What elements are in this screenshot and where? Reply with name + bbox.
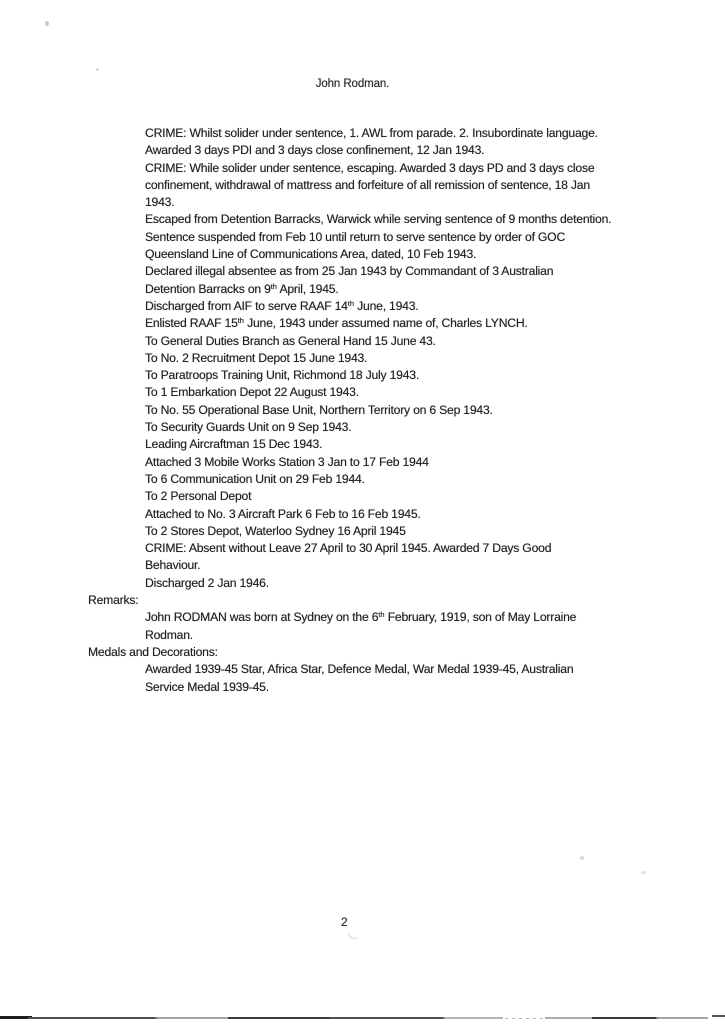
record-line: To 6 Communication Unit on 29 Feb 1944. — [145, 471, 365, 486]
record-line: Awarded 1939-45 Star, Africa Star, Defence Medal, War Medal 1939-45, Australian — [145, 662, 574, 677]
record-line: Awarded 3 days PDI and 3 days close confinement, 12 Jan 1943. — [145, 143, 485, 158]
scan-speck — [45, 21, 49, 26]
scan-edge-line — [592, 1017, 658, 1019]
scan-edge-line — [330, 1017, 445, 1019]
scan-edge-line — [545, 1017, 593, 1019]
record-line: CRIME: While solider under sentence, escaping. Awarded 3 days PD and 3 days close — [145, 160, 595, 175]
record-line: To 1 Embarkation Depot 22 August 1943. — [145, 385, 359, 400]
scan-edge-line — [155, 1017, 233, 1019]
record-line: Attached 3 Mobile Works Station 3 Jan to 17 Feb 1944 — [145, 454, 429, 469]
record-line: Service Medal 1939-45. — [145, 679, 269, 694]
record-line: 1943. — [145, 195, 175, 210]
page-header-name: John Rodman. — [315, 78, 390, 90]
scan-edge-line — [712, 1015, 725, 1017]
record-line: CRIME: Absent without Leave 27 April to 30 April 1945. Awarded 7 Days Good — [145, 541, 552, 556]
record-line: CRIME: Whilst solider under sentence, 1. AWL from parade. 2. Insubordinate language. — [145, 126, 598, 140]
record-line: Sentence suspended from Feb 10 until return to serve sentence by order of GOC — [145, 229, 566, 244]
record-line: Behaviour. — [145, 558, 201, 573]
record-line: confinement, withdrawal of mattress and forfeiture of all remission of sentence, 18 Jan — [145, 177, 590, 192]
scan-edge-line — [443, 1017, 503, 1019]
record-line: Queensland Line of Communications Area, dated, 10 Feb 1943. — [145, 247, 477, 262]
record-line: Rodman. — [145, 627, 193, 642]
scan-edge-line — [228, 1017, 333, 1019]
record-line: To Security Guards Unit on 9 Sep 1943. — [145, 420, 352, 435]
record-line: To No. 55 Operational Base Unit, Northern Territory on 6 Sep 1943. — [145, 402, 493, 417]
record-line: John RODMAN was born at Sydney on the 6th February, 1919, son of May Lorraine — [145, 610, 577, 625]
scan-speck — [641, 871, 646, 874]
scan-edge-line — [656, 1017, 708, 1019]
record-line: Detention Barracks on 9th April, 1945. — [145, 281, 339, 296]
record-line: Declared illegal absentee as from 25 Jan 1943 by Commandant of 3 Australian — [145, 264, 554, 279]
record-line: Discharged 2 Jan 1946. — [145, 575, 269, 590]
record-line: Leading Aircraftman 15 Dec 1943. — [145, 437, 323, 452]
record-line: To 2 Stores Depot, Waterloo Sydney 16 April 1945 — [145, 523, 406, 538]
record-line: Escaped from Detention Barracks, Warwick while serving sentence of 9 months detention. — [145, 212, 612, 227]
service-record — [88, 125, 688, 696]
record-line: To 2 Personal Depot — [145, 489, 252, 504]
page-number: 2 — [341, 915, 348, 929]
record-line: Medals and Decorations: — [88, 644, 218, 659]
scan-edge-line — [505, 1018, 547, 1019]
scan-speck — [580, 856, 584, 860]
record-line: Discharged from AIF to serve RAAF 14th June, 1943. — [145, 298, 419, 313]
record-line: Remarks: — [88, 593, 139, 608]
scan-edge-line — [28, 1017, 158, 1019]
record-line: To Paratroops Training Unit, Richmond 18 July 1943. — [145, 368, 419, 383]
record-line: To General Duties Branch as General Hand 15 June 43. — [145, 333, 436, 348]
record-line: Enlisted RAAF 15th June, 1943 under assumed name of, Charles LYNCH. — [145, 316, 528, 331]
record-line: Attached to No. 3 Aircraft Park 6 Feb to 16 Feb 1945. — [145, 506, 421, 521]
scan-speck — [96, 68, 99, 71]
record-line: To No. 2 Recruitment Depot 15 June 1943. — [145, 350, 368, 365]
scan-curl-mark — [347, 930, 358, 942]
